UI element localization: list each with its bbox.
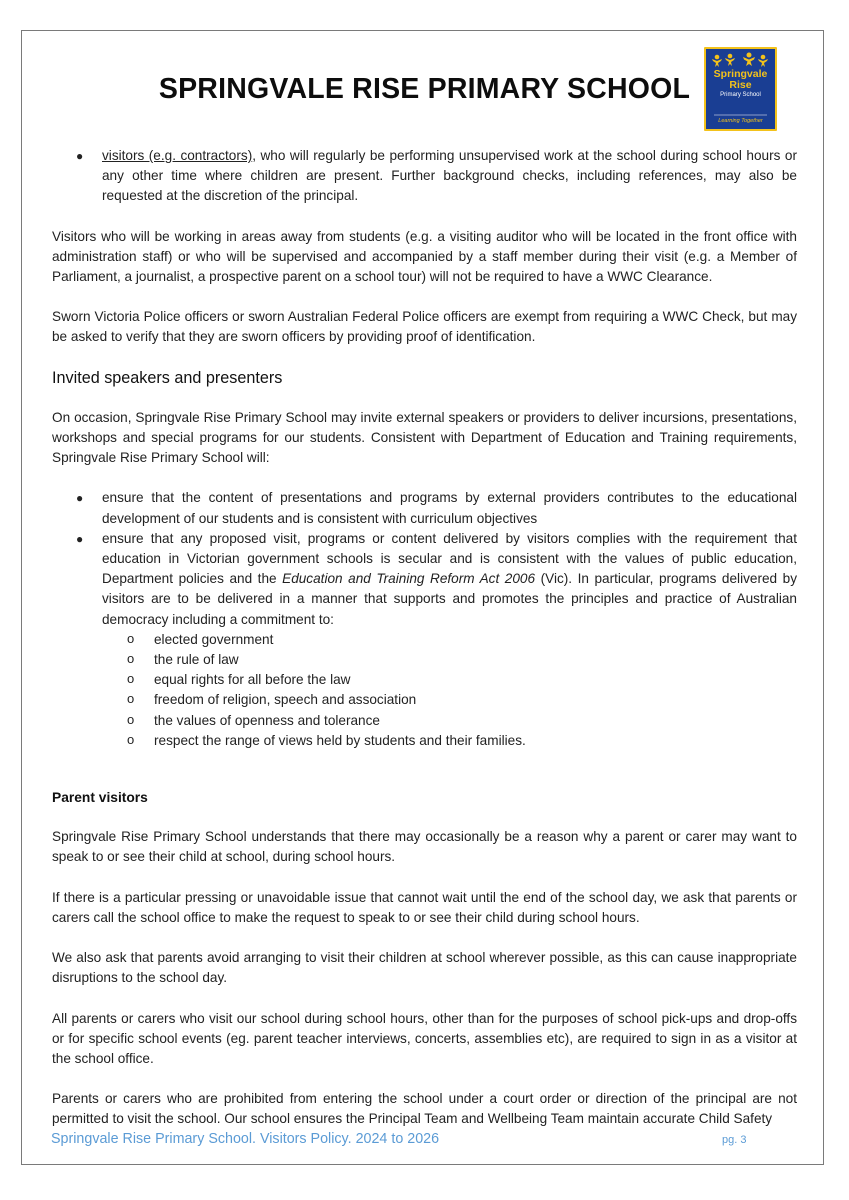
bullet-icon: ● [76,491,84,506]
sub-bullet [52,650,797,670]
bullet-secular-requirement [52,529,797,630]
sub-bullet-text: the rule of law [154,652,239,668]
circle-bullet-icon: o [127,651,135,667]
act-name: Education and Training Reform Act 2006 [282,571,536,587]
page-title: SPRINGVALE RISE PRIMARY SCHOOL [158,73,691,105]
paragraph-parents-3: We also ask that parents avoid arranging to visit their children at school wherever possible, as this can cause inappropriate disruptions to the school day. [52,950,797,986]
sub-bullet-text: equal rights for all before the law [154,672,351,688]
paragraph-police: Sworn Victoria Police officers or sworn Australian Federal Police officers are exempt from requiring a WWC Check, but may be asked to verify that they are sworn officers by providing proof of identification. [52,309,797,345]
sub-bullet [52,711,797,731]
bullet-lead: visitors (e.g. contractors) [102,148,253,163]
bullet-icon: ● [76,149,84,163]
paragraph-parents-2: If there is a particular pressing or unavoidable issue that cannot wait until the end of the school day, we ask that parents or carers call the school office to make the request to speak to or see their child during school hours. [52,889,797,925]
sub-bullet [52,630,797,650]
bullet-content-contributes [52,488,797,528]
logo-tagline: Learning Together [718,118,763,124]
circle-bullet-icon: o [127,671,135,687]
heading-parent-visitors: Parent visitors [52,790,148,806]
circle-bullet-icon: o [127,731,135,747]
sub-bullet [52,690,797,710]
paragraph-parents-4: All parents or carers who visit our school during school hours, other than for the purposes of school pick-ups and drop-offs or for specific school events (eg. parent teacher interviews, concerts, assemblies etc), are required to sign in as a visitor at the school office. [52,1010,797,1066]
bullet-text-b: (Vic). In particular, programs delivered by visitors are to be delivered in a manner that supports and promotes the principles and practice of Australian democracy including a commitment to: [102,571,797,627]
page-number: pg. 3 [722,1134,747,1146]
bullet-contractors [52,146,797,207]
logo-name-line1: Springvale [713,68,768,80]
school-logo [704,47,777,131]
sub-bullet-text: respect the range of views held by students and their families. [154,732,526,748]
footer-title: Springvale Rise Primary School. Visitors Policy. 2024 to 2026 [51,1131,440,1147]
bullet-text-a: ensure that any proposed visit, programs or content delivered by visitors complies with the requirement that education in Victorian government schools is secular and is consistent with the values of public education, Department policies and the [102,530,797,587]
paragraph-parents-5: Parents or carers who are prohibited from entering the school under a court order or direction of the principal are not permitted to visit the school. Our school ensures the Principal Team and Wellbeing Team maintain accurate Child Safety [52,1091,797,1127]
paragraph-parents-1: Springvale Rise Primary School understands that there may occasionally be a reason why a parent or carer may want to speak to or see their child at school, during school hours. [52,829,797,865]
logo-name [706,69,775,90]
paragraph-speakers: On occasion, Springvale Rise Primary School may invite external speakers or providers to deliver incursions, presentations, workshops and special programs for our students. Consistent with Department of Education and Training requirements, Springvale Rise Primary School will: [52,409,797,466]
sub-bullet [52,670,797,690]
circle-bullet-icon: o [127,691,135,707]
bullet-text: ensure that the content of presentations and programs by external providers contributes to the educational development of our students and is consistent with curriculum objectives [102,490,797,526]
bullet-icon: ● [76,531,84,546]
sub-bullet [52,731,797,751]
paragraph-visitors: Visitors who will be working in areas away from students (e.g. a visiting auditor who will be located in the front office with administration staff) or who will be supervised and accompanied by a staff member during their visit (e.g. a Member of Parliament, a journalist, a prospective parent on a school tour) will not be required to have a WWC Clearance. [52,228,797,285]
logo-subtitle: Primary School [720,92,761,98]
sub-bullet-text: the values of openness and tolerance [154,712,380,728]
circle-bullet-icon: o [127,630,135,646]
logo-name-line2: Rise [729,78,752,91]
sub-bullet-text: elected government [154,631,274,647]
heading-invited-speakers: Invited speakers and presenters [52,368,283,387]
document-body [52,146,797,1130]
circle-bullet-icon: o [127,711,135,727]
sub-bullet-text: freedom of religion, speech and association [154,692,417,708]
bullet-text: , who will regularly be performing unsupervised work at the school during school hours or any other time where children are present. Further background checks, including references, may also be requested at the discretion of the principal. [102,148,797,204]
